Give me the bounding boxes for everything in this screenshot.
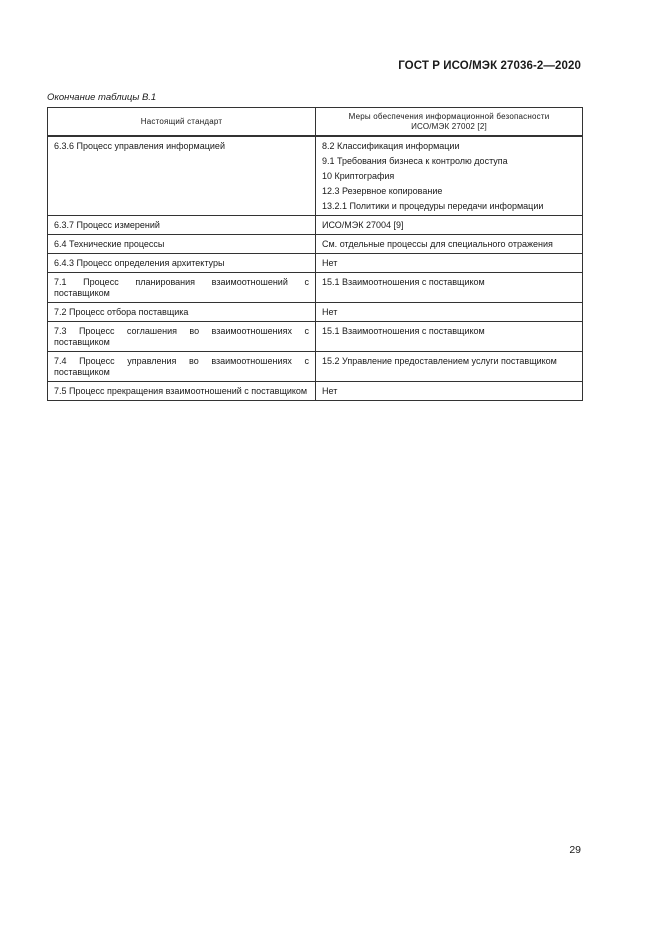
table-header-row — [48, 108, 583, 137]
column-header-line: Меры обеспечения информационной безопасности — [348, 111, 550, 121]
control-item: 8.2 Классификация информации — [322, 141, 460, 151]
row-process-cell: 6.4.3 Процесс определения архитектуры — [48, 254, 316, 273]
control-item: 12.3 Резервное копирование — [322, 186, 443, 196]
row-controls-cell — [316, 382, 583, 401]
row-controls-cell — [316, 273, 583, 303]
row-process-cell: 7.1 Процесс планирования взаимоотношений с поставщиком — [48, 273, 316, 303]
correspondence-table — [47, 107, 583, 401]
column-header-current-standard — [48, 108, 316, 137]
table-row — [48, 303, 583, 322]
row-process-cell: 6.4 Технические процессы — [48, 235, 316, 254]
document-standard-code: ГОСТ Р ИСО/МЭК 27036-2—2020 — [398, 60, 581, 72]
row-controls-cell — [316, 303, 583, 322]
row-controls-cell — [316, 216, 583, 235]
control-item: 10 Криптография — [322, 171, 395, 181]
control-item: 13.2.1 Политики и процедуры передачи информации — [322, 201, 544, 211]
table-row — [48, 273, 583, 303]
row-process-cell: 7.4 Процесс управления во взаимоотношениях с поставщиком — [48, 352, 316, 382]
control-item: 15.1 Взаимоотношения с поставщиком — [322, 277, 485, 287]
table-row — [48, 352, 583, 382]
table-row — [48, 382, 583, 401]
row-process-cell: 7.5 Процесс прекращения взаимоотношений с поставщиком — [48, 382, 316, 401]
row-process-cell: 7.3 Процесс соглашения во взаимоотношениях с поставщиком — [48, 322, 316, 352]
row-controls-cell — [316, 136, 583, 216]
control-item: 15.2 Управление предоставлением услуги поставщиком — [322, 356, 557, 366]
row-controls-cell — [316, 322, 583, 352]
row-process-cell: 6.3.7 Процесс измерений — [48, 216, 316, 235]
page-number: 29 — [569, 844, 581, 856]
row-controls-cell — [316, 254, 583, 273]
column-header-line: Настоящий стандарт — [140, 116, 223, 126]
column-header-line: ИСО/МЭК 27002 [2] — [411, 121, 487, 131]
column-header-security-controls — [316, 108, 583, 137]
control-item: 9.1 Требования бизнеса к контролю доступа — [322, 156, 508, 166]
table-row — [48, 136, 583, 216]
row-process-cell: 7.2 Процесс отбора поставщика — [48, 303, 316, 322]
table-row — [48, 254, 583, 273]
control-item: См. отдельные процессы для специального отражения — [322, 239, 553, 249]
control-item: Нет — [322, 307, 338, 317]
row-controls-cell — [316, 235, 583, 254]
row-controls-cell — [316, 352, 583, 382]
table-caption: Окончание таблицы В.1 — [47, 92, 157, 103]
control-item: ИСО/МЭК 27004 [9] — [322, 220, 404, 230]
table-row — [48, 322, 583, 352]
control-item: Нет — [322, 258, 338, 268]
table-row — [48, 235, 583, 254]
row-process-cell: 6.3.6 Процесс управления информацией — [48, 136, 316, 216]
control-item: 15.1 Взаимоотношения с поставщиком — [322, 326, 485, 336]
table-row — [48, 216, 583, 235]
control-item: Нет — [322, 386, 338, 396]
